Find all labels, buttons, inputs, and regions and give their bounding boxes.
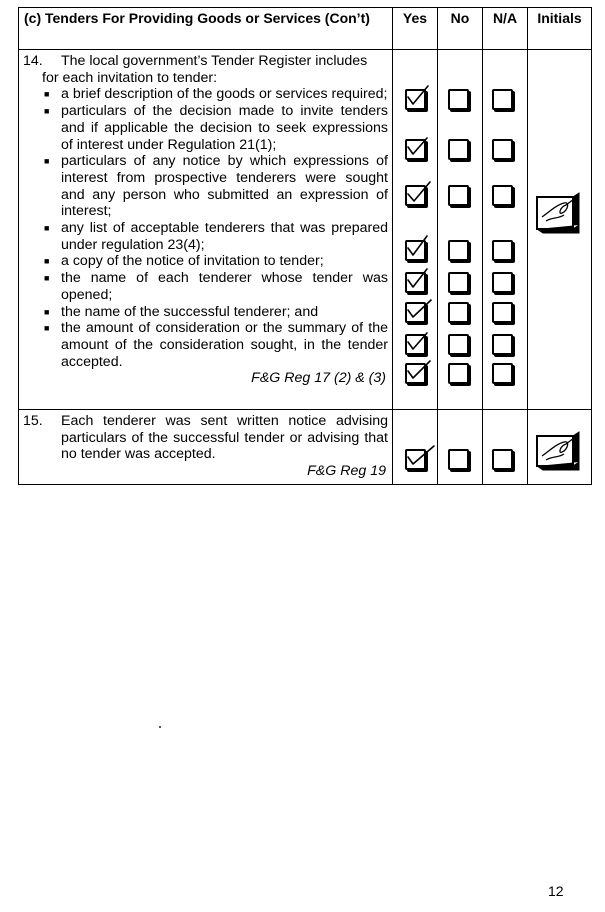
bullet-icon: ■ [44,156,50,167]
section-title: (c) Tenders For Providing Goods or Services (Con’t) [19,8,393,50]
list-item: ■ a brief description of the goods or services required; [44,86,388,103]
scan-speck [159,726,161,728]
q14-item3-yes-checkbox[interactable] [405,185,426,206]
question-14-intro-1: The local government’s Tender Register includes [61,53,368,69]
header-row [19,8,592,50]
question-15-row [19,410,592,485]
q14-item1-no-checkbox[interactable] [448,89,469,110]
bullet-icon: ■ [44,256,50,267]
q14-item4-no-checkbox[interactable] [448,240,469,261]
col-initials-header: Initials [528,8,592,50]
q14-item4-yes-checkbox[interactable] [405,240,426,261]
bullet-icon: ■ [44,106,50,117]
q14-item6-yes-checkbox[interactable] [405,302,426,323]
list-item: ■ a copy of the notice of invitation to tender; [44,253,324,270]
list-item: ■ particulars of the decision made to invite tenders and if applicable the decision to seek expressions of interest under Regulation 21(1); [44,103,388,153]
initials-signature-q15 [534,428,584,478]
bullet-icon: ■ [44,223,50,234]
bullet-icon: ■ [44,273,50,284]
q14-item3-no-checkbox[interactable] [448,185,469,206]
q14-item7-no-checkbox[interactable] [448,334,469,355]
q14-item1-na-checkbox[interactable] [492,89,513,110]
q14-item3-na-checkbox[interactable] [492,185,513,206]
col-no-header: No [438,8,483,50]
question-15-reference: F&G Reg 19 [307,463,386,480]
col-yes-header: Yes [393,8,438,50]
q14-item8-yes-checkbox[interactable] [405,363,426,384]
col-na-header: N/A [483,8,528,50]
q14-item6-na-checkbox[interactable] [492,302,513,323]
question-15-text [19,410,393,485]
q15-yes-cell [393,410,438,485]
q14-item1-yes-checkbox[interactable] [405,89,426,110]
list-item: ■ the amount of consideration or the summary of the amount of the consideration sought, in the tender accepted. [44,320,388,370]
question-15-number: 15. [23,413,43,429]
q14-item2-no-checkbox[interactable] [448,139,469,160]
q14-item2-yes-checkbox[interactable] [405,139,426,160]
q14-item5-yes-checkbox[interactable] [405,272,426,293]
page-number: 12 [548,883,564,899]
q14-item8-no-checkbox[interactable] [448,363,469,384]
bullet-icon: ■ [44,89,50,100]
q15-na-checkbox[interactable] [492,449,513,470]
list-item: ■ any list of acceptable tenderers that was prepared under regulation 23(4); [44,220,388,253]
bullet-icon: ■ [44,323,50,334]
list-item: ■ particulars of any notice by which expressions of interest from prospective tenderers were sought and any person who submitted an expression of interest; [44,153,388,220]
question-15-body: Each tenderer was sent written notice advising particulars of the successful tender or advising that no tender was accepted. [61,413,388,463]
question-14-number: 14. [23,53,43,69]
q15-no-checkbox[interactable] [448,449,469,470]
q14-item7-na-checkbox[interactable] [492,334,513,355]
question-14-text [19,50,393,410]
q14-item2-na-checkbox[interactable] [492,139,513,160]
q15-no-cell [438,410,483,485]
question-14-reference: F&G Reg 17 (2) & (3) [251,370,386,387]
bullet-icon: ■ [44,306,50,317]
question-14-intro-2: for each invitation to tender: [42,69,218,86]
list-item: ■ the name of the successful tenderer; and [44,303,319,320]
q14-item5-na-checkbox[interactable] [492,272,513,293]
list-item: ■ the name of each tenderer whose tender was opened; [44,270,388,303]
q14-item6-no-checkbox[interactable] [448,302,469,323]
q15-yes-checkbox[interactable] [405,449,426,470]
q14-item5-no-checkbox[interactable] [448,272,469,293]
q15-na-cell [483,410,528,485]
q14-item7-yes-checkbox[interactable] [405,334,426,355]
initials-signature-q14 [534,187,584,237]
q14-item4-na-checkbox[interactable] [492,240,513,261]
q14-item8-na-checkbox[interactable] [492,363,513,384]
